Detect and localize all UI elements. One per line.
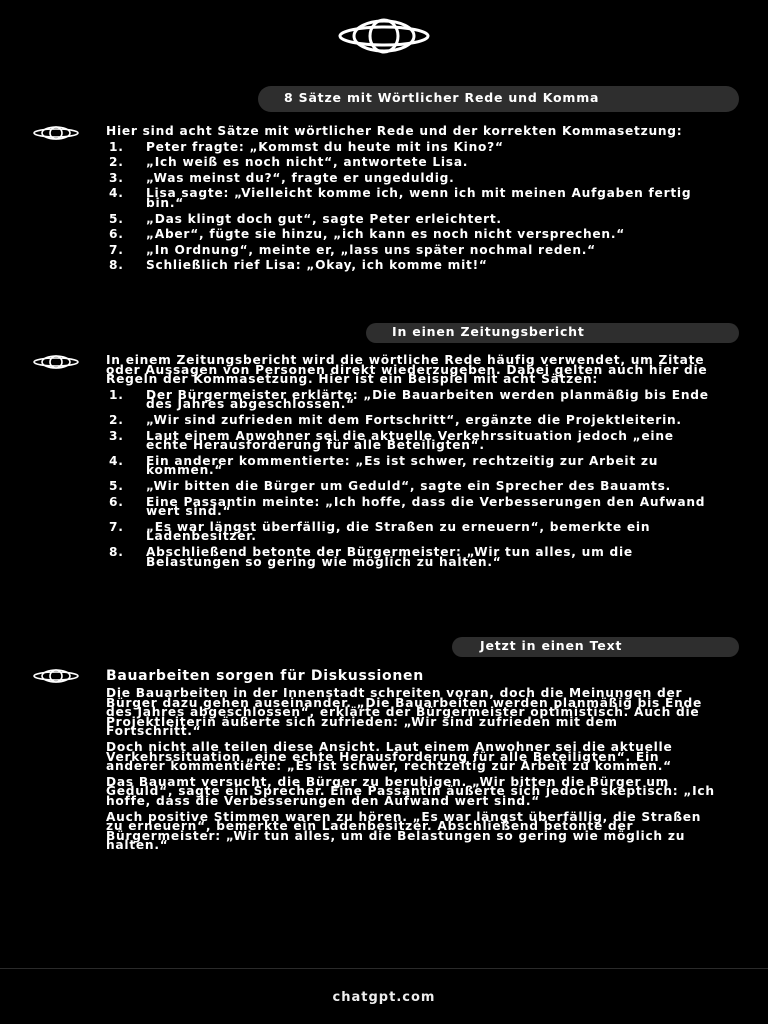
footer-domain[interactable]: chatgpt.com [332, 990, 436, 1005]
assistant-message-1 [106, 124, 718, 277]
article-paragraph: Die Bauarbeiten in der Innenstadt schreiten voran, doch die Meinungen der Bürger dazu gehen auseinander. „Die Bauarbeiten werden planmäßig bis Ende des Jahres abgeschlossen“, erklärte der Bürgermeister optimistisch. Auch die Projektleiterin äußerte sich zufrieden: „Wir sind zufrieden mit dem Fortschritt.“ [106, 686, 702, 739]
openai-logo-icon [334, 18, 434, 54]
list-item: 4. Ein anderer kommentierte: „Es ist schwer, rechtzeitig zur Arbeit zu kommen.“ [109, 453, 659, 478]
list-item: 7. „In Ordnung“, meinte er, „lass uns später nochmal reden.“ [109, 242, 596, 257]
list-item: 7. „Es war längst überfällig, die Straßen zu erneuern“, bemerkte ein Ladenbesitzer. [109, 519, 651, 544]
list-item: 2. „Ich weiß es noch nicht“, antwortete Lisa. [109, 155, 469, 170]
list-item: 6. Eine Passantin meinte: „Ich hoffe, dass die Verbesserungen den Aufwand wert sind.“ [109, 494, 706, 519]
assistant-message-2 [106, 353, 718, 573]
list-item: 5. „Wir bitten die Bürger um Geduld“, sagte ein Sprecher des Bauamts. [109, 478, 671, 493]
message-intro: Hier sind acht Sätze mit wörtlicher Rede und der korrekten Kommasetzung: [106, 124, 683, 138]
list-item: 3. Laut einem Anwohner sei die aktuelle Verkehrssituation jedoch „eine echte Herausforderung für alle Beteiligten“. [109, 428, 674, 453]
user-message-bubble [258, 86, 739, 112]
user-message-text: In einen Zeitungsbericht [392, 324, 585, 339]
message-intro: In einem Zeitungsbericht wird die wörtliche Rede häufig verwendet, um Zitate oder Aussagen von Personen direkt wiederzugeben. Dabei gelten auch hier die Regeln der Kommasetzung. Hier ist ein Beispiel mit acht Sätzen: [106, 353, 708, 387]
user-message-text: 8 Sätze mit Wörtlicher Rede und Komma [284, 90, 600, 105]
user-message-bubble [452, 637, 739, 657]
article-paragraph: Auch positive Stimmen waren zu hören. „Es war längst überfällig, die Straßen zu erneuern“, bemerkte ein Ladenbesitzer. Abschließend betonte der Bürgermeister: „Wir tun alles, um die Belastungen so gering wie möglich zu halten.“ [106, 809, 702, 853]
article-headline: Bauarbeiten sorgen für Diskussionen [106, 668, 424, 684]
list-item: 8. Schließlich rief Lisa: „Okay, ich komme mit!“ [109, 258, 488, 273]
assistant-avatar-icon [31, 126, 81, 140]
numbered-list [106, 387, 718, 569]
list-item: 8. Abschließend betonte der Bürgermeister: „Wir tun alles, um die Belastungen so gering wie möglich zu halten.“ [109, 544, 633, 569]
article-paragraph: Doch nicht alle teilen diese Ansicht. Laut einem Anwohner sei die aktuelle Verkehrssituation „eine echte Herausforderung für alle Beteiligten“. Ein anderer kommentierte: „Es ist schwer, rechtzeitig zur Arbeit zu kommen.“ [106, 739, 673, 774]
list-item: 3. „Was meinst du?“, fragte er ungeduldig. [109, 170, 455, 185]
footer-divider [0, 968, 768, 969]
list-item: 5. „Das klingt doch gut“, sagte Peter erleichtert. [109, 211, 502, 226]
assistant-avatar-icon [31, 669, 81, 683]
user-message-text: Jetzt in einen Text [480, 638, 623, 653]
list-item: 6. „Aber“, fügte sie hinzu, „ich kann es noch nicht versprechen.“ [109, 227, 625, 242]
list-item: 4. Lisa sagte: „Vielleicht komme ich, wenn ich mit meinen Aufgaben fertig bin.“ [109, 186, 692, 210]
user-message-bubble [366, 323, 739, 343]
numbered-list [106, 139, 718, 273]
assistant-avatar-icon [31, 355, 81, 369]
list-item: 2. „Wir sind zufrieden mit dem Fortschritt“, ergänzte die Projektleiterin. [109, 412, 682, 427]
list-item: 1. Peter fragte: „Kommst du heute mit ins Kino?“ [109, 139, 504, 154]
list-item: 1. Der Bürgermeister erklärte: „Die Bauarbeiten werden planmäßig bis Ende des Jahres abgeschlossen.“ [109, 387, 709, 412]
article-paragraph: Das Bauamt versucht, die Bürger zu beruhigen. „Wir bitten die Bürger um Geduld“, sagte ein Sprecher. Eine Passantin äußerte sich jedoch skeptisch: „Ich hoffe, dass die Verbesserungen den Aufwand wert sind.“ [106, 774, 715, 808]
assistant-message-3 [106, 669, 718, 857]
